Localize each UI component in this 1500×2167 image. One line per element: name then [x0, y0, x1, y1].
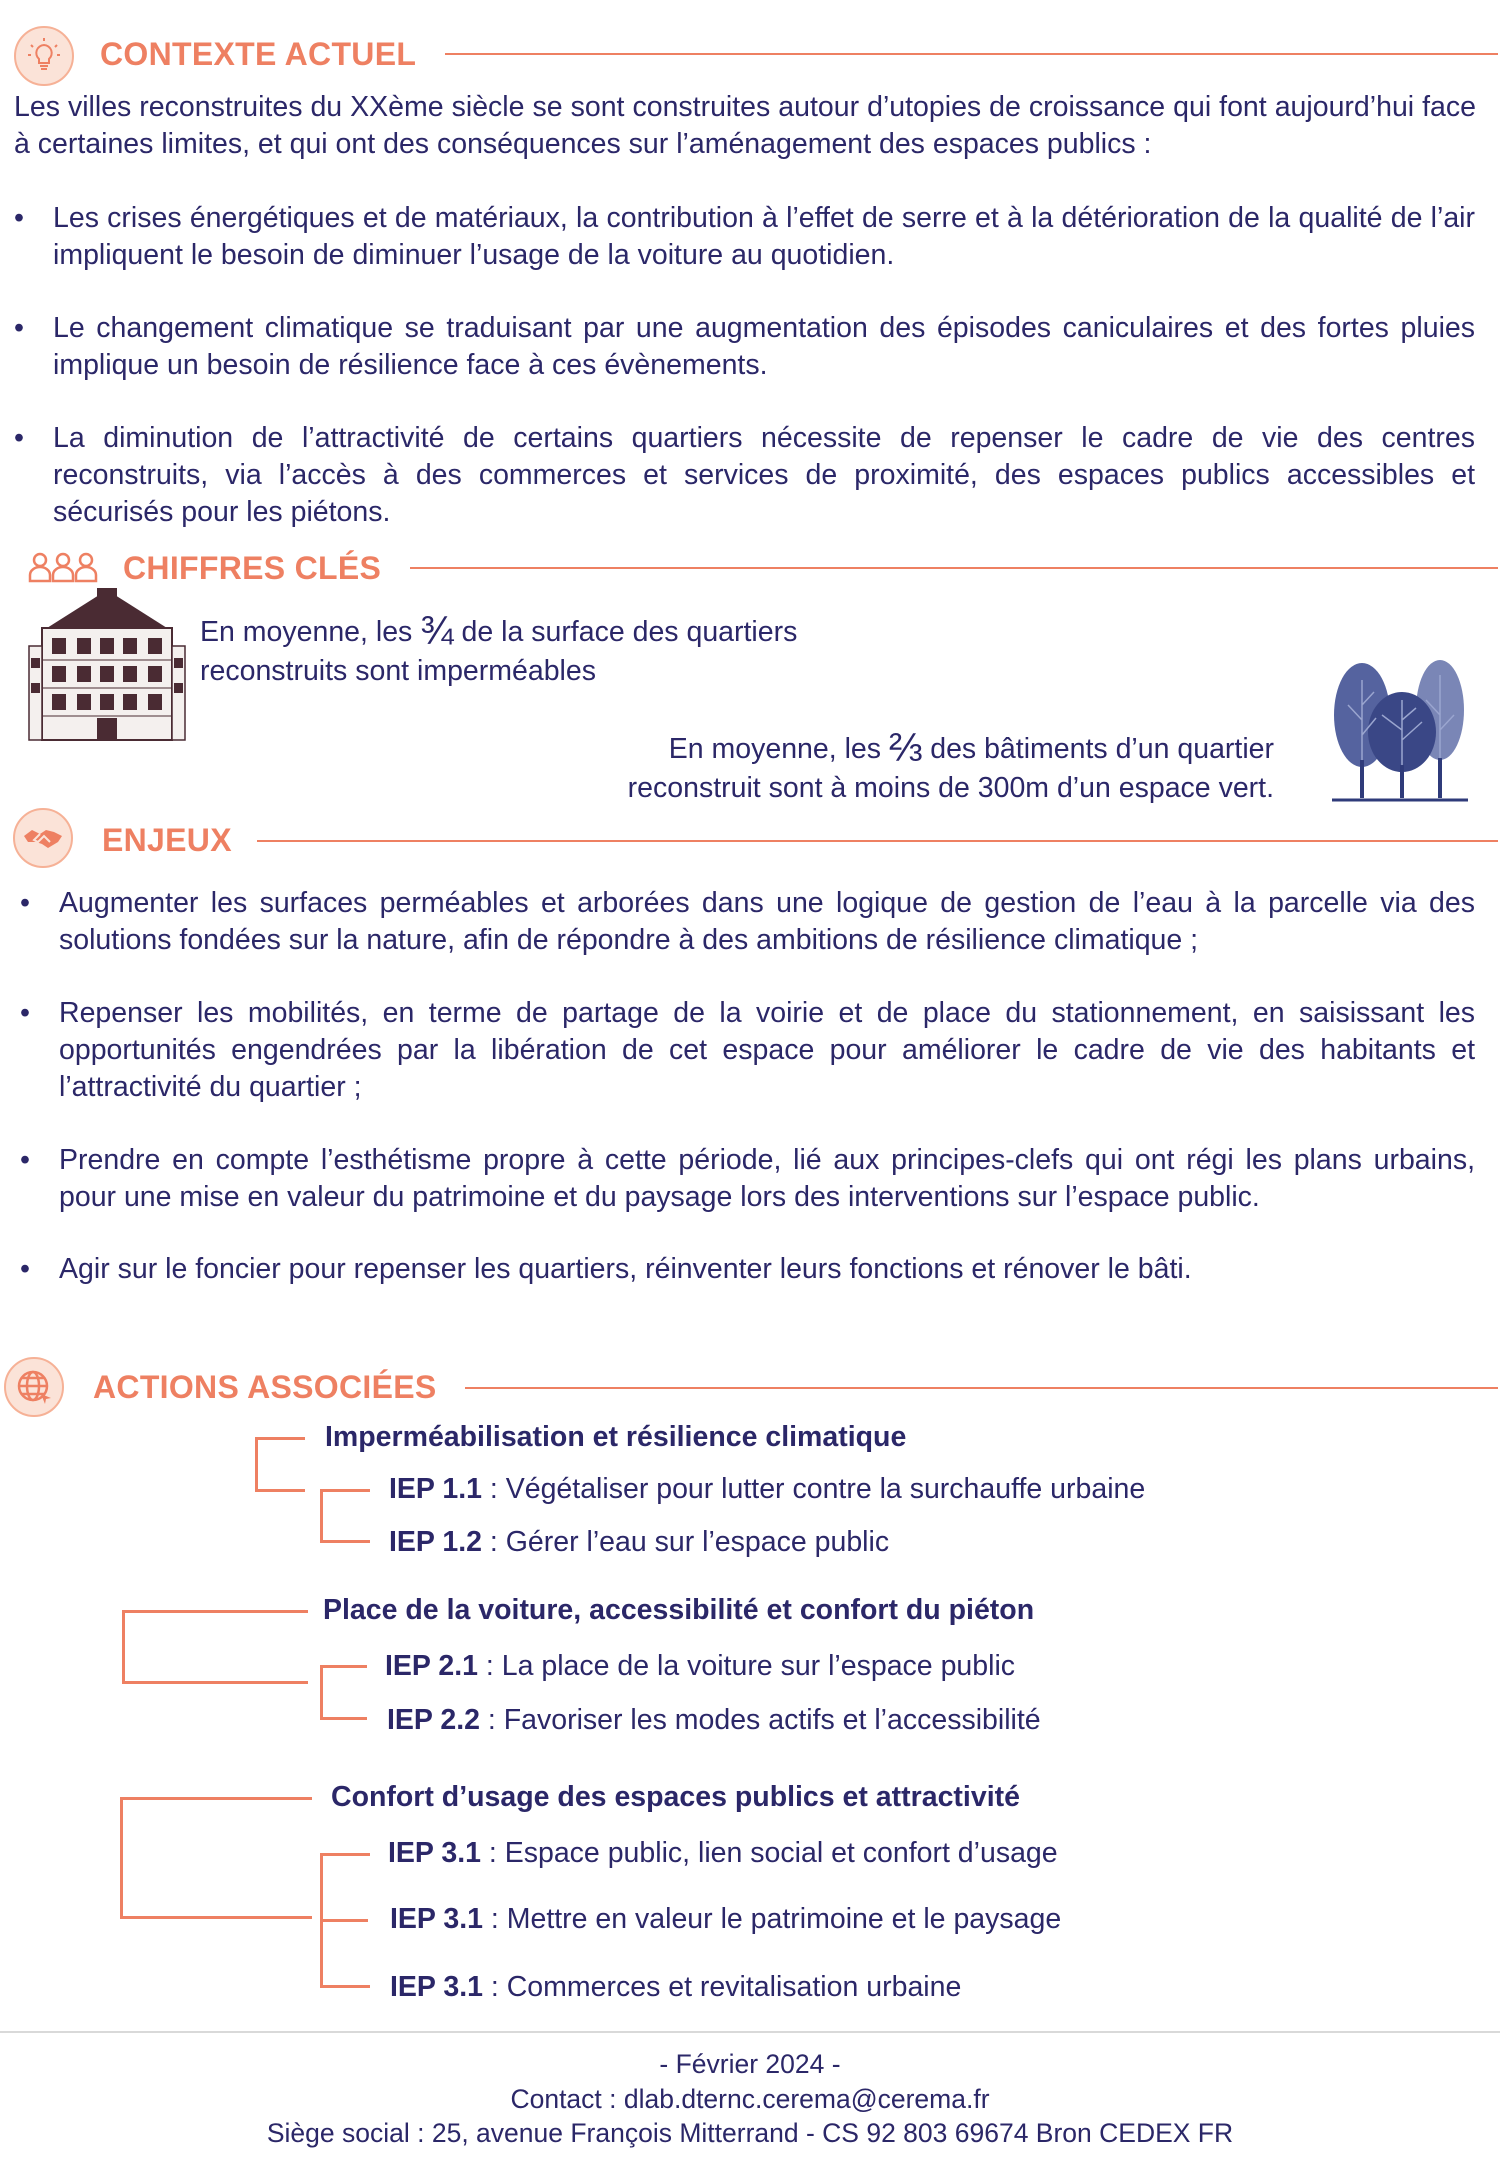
action-item [389, 1473, 1145, 1506]
bullet-text: La diminution de l’attractivité de certains quartiers nécessite de repenser le cadre de vie des centres reconstruits, via l’accès à des commerces et services de proximité, des espaces publics accessibles et sécurisés pour les piétons. [53, 422, 1475, 528]
section-rule [445, 53, 1498, 55]
action-group-title: Imperméabilisation et résilience climatique [325, 1421, 907, 1453]
globe-icon [4, 1357, 64, 1417]
people-icon [28, 551, 98, 587]
action-code: IEP 1.1 [389, 1473, 482, 1505]
key-figure-2-line1-suffix: des bâtiments d’un quartier [922, 733, 1274, 765]
key-figure-2 [627, 726, 1274, 808]
key-figure-2-line1-prefix: En moyenne, les [668, 733, 889, 765]
trees-illustration [1330, 660, 1470, 806]
bullet-dot: • [20, 887, 30, 919]
footer-contact: Contact : dlab.dternc.cerema@cerema.fr [510, 2084, 990, 2114]
action-item [389, 1526, 889, 1559]
action-code: IEP 1.2 [389, 1526, 482, 1558]
tree-bracket [122, 1610, 308, 1684]
action-group-title: Place de la voiture, accessibilité et confort du piéton [323, 1594, 1035, 1626]
section-rule [257, 840, 1498, 842]
key-figure-1-line1-suffix: de la surface des quartiers [453, 616, 798, 648]
action-label: : La place de la voiture sur l’espace public [477, 1650, 1016, 1682]
section-header-actions [0, 1357, 1500, 1417]
action-code: IEP 3.1 [388, 1837, 481, 1869]
tree-bracket [320, 1919, 368, 1922]
action-group-title: Confort d’usage des espaces publics et attractivité [331, 1781, 1020, 1813]
bullet-dot: • [20, 997, 30, 1029]
action-label: : Gérer l’eau sur l’espace public [481, 1526, 890, 1558]
tree-bracket [320, 1665, 367, 1720]
bullet-dot: • [20, 1253, 30, 1285]
action-item [388, 1837, 1058, 1870]
enjeux-bullet [20, 995, 1475, 1106]
action-label: : Favoriser les modes actifs et l’accessibilité [479, 1704, 1041, 1736]
bullet-text: Le changement climatique se traduisant par une augmentation des épisodes caniculaires et des fortes pluies implique un besoin de résilience face à ces évènements. [53, 312, 1475, 381]
enjeux-bullet [20, 1142, 1475, 1216]
action-label: : Commerces et revitalisation urbaine [482, 1971, 962, 2003]
action-item [385, 1650, 1015, 1683]
section-title: ACTIONS ASSOCIÉES [93, 1369, 437, 1405]
key-figure-1 [200, 609, 798, 691]
section-title: ENJEUX [102, 822, 232, 858]
key-figure-1-fraction: ¾ [420, 609, 454, 653]
tree-bracket [120, 1797, 312, 1919]
bullet-text: Agir sur le foncier pour repenser les quartiers, réinventer leurs fonctions et rénover le bâti. [59, 1253, 1192, 1285]
key-figure-1-line2: reconstruits sont imperméables [200, 655, 596, 687]
bullet-text: Repenser les mobilités, en terme de partage de la voirie et de place du stationnement, en saisissant les opportunités engendrées par la libération de cet espace pour améliorer le cadre de vie des habitants et l’attractivité du quartier ; [59, 997, 1475, 1103]
section-rule [465, 1387, 1498, 1389]
footer-address: Siège social : 25, avenue François Mitterrand - CS 92 803 69674 Bron CEDEX FR [266, 2118, 1234, 2148]
bullet-text: Augmenter les surfaces perméables et arborées dans une logique de gestion de l’eau à la parcelle via des solutions fondées sur la nature, afin de répondre à des ambitions de résilience climatique ; [59, 887, 1475, 956]
contexte-intro: Les villes reconstruites du XXème siècle se sont construites autour d’utopies de croissance qui font aujourd’hui face à certaines limites, et qui ont des conséquences sur l’aménagement des espaces publics : [14, 91, 1476, 160]
action-label: : Mettre en valeur le patrimoine et le paysage [482, 1903, 1062, 1935]
footer-divider [0, 2031, 1500, 2033]
action-label: : Végétaliser pour lutter contre la surchauffe urbaine [481, 1473, 1146, 1505]
action-code: IEP 2.1 [385, 1650, 478, 1682]
action-code: IEP 3.1 [390, 1971, 483, 2003]
lightbulb-icon [14, 26, 74, 86]
key-figure-2-line2: reconstruit sont à moins de 300m d’un espace vert. [627, 772, 1274, 804]
section-title: CONTEXTE ACTUEL [100, 36, 417, 72]
action-item [387, 1704, 1041, 1737]
action-item [390, 1903, 1061, 1936]
key-figure-1-line1-prefix: En moyenne, les [200, 616, 421, 648]
section-header-enjeux [0, 808, 1500, 868]
action-code: IEP 2.2 [387, 1704, 480, 1736]
contexte-bullet [14, 200, 1475, 274]
section-rule [410, 567, 1498, 569]
tree-bracket [255, 1437, 305, 1492]
footer-date: - Février 2024 - [659, 2049, 841, 2079]
bullet-dot: • [14, 312, 24, 344]
bullet-text: Prendre en compte l’esthétisme propre à cette période, lié aux principes-clefs qui ont régi les plans urbains, pour une mise en valeur du patrimoine et du paysage lors des interventions sur l’espace public. [59, 1144, 1475, 1213]
bullet-dot: • [14, 422, 24, 454]
contexte-bullet [14, 310, 1475, 384]
section-header-chiffres [0, 545, 1500, 605]
section-title: CHIFFRES CLÉS [123, 550, 382, 586]
section-header-contexte [0, 26, 1500, 86]
tree-bracket [320, 1489, 370, 1543]
bullet-text: Les crises énergétiques et de matériaux, la contribution à l’effet de serre et à la détérioration de la qualité de l’air impliquent le besoin de diminuer l’usage de la voiture au quotidien. [53, 202, 1475, 271]
enjeux-bullet [20, 1251, 1475, 1288]
action-label: : Espace public, lien social et confort d’usage [480, 1837, 1058, 1869]
action-code: IEP 3.1 [390, 1903, 483, 1935]
action-item [390, 1971, 961, 2004]
building-illustration [27, 588, 187, 743]
contexte-bullet [14, 420, 1475, 531]
key-figure-2-fraction: ⅔ [888, 726, 923, 770]
bullet-dot: • [14, 202, 24, 234]
enjeux-bullet [20, 885, 1475, 959]
bullet-dot: • [20, 1144, 30, 1176]
handshake-icon [13, 808, 73, 868]
